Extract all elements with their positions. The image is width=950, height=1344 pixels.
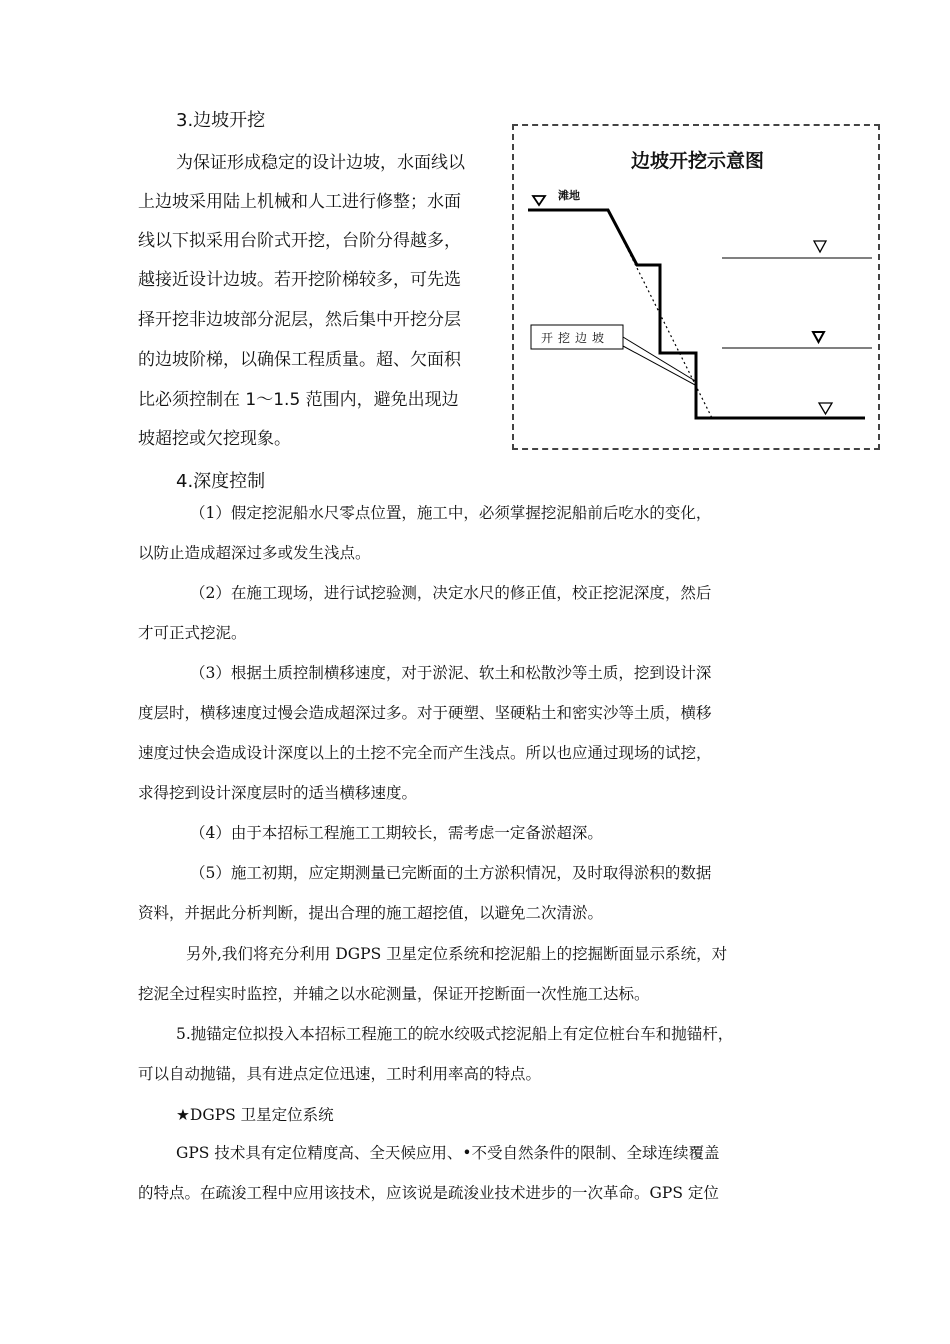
beach-label: 滩地: [558, 189, 580, 202]
section-4-line: 求得挖到设计深度层时的适当横移速度。: [138, 784, 418, 802]
section-4-line: 挖泥全过程实时监控，并辅之以水砣测量，保证开挖断面一次性施工达标。: [138, 985, 650, 1003]
section-3-line: 坡超挖或欠挖现象。: [138, 429, 291, 449]
section-3-heading: 3.边坡开挖: [176, 110, 266, 131]
section-4-line: 资料，并据此分析判断，提出合理的施工超挖值，以避免二次清淤。: [138, 904, 604, 922]
water-marker-icon: [814, 241, 826, 252]
section-3-line: 的边坡阶梯，以确保工程质量。超、欠面积: [138, 350, 461, 370]
water-marker-icon: [813, 332, 824, 342]
diagram-title: 边坡开挖示意图: [631, 150, 765, 172]
section-3-line: 比必须控制在 1～1.5 范围内，避免出现边: [138, 390, 459, 410]
section-4-line: （3）根据土质控制横移速度，对于淤泥、软土和松散沙等土质，挖到设计深: [190, 664, 712, 682]
section-5-line: 5.抛锚定位拟投入本招标工程施工的皖水绞吸式挖泥船上有定位桩台车和抛锚杆，: [176, 1025, 734, 1043]
section-4-line: （1）假定挖泥船水尺零点位置，施工中，必须掌握挖泥船前后吃水的变化，: [190, 504, 712, 522]
section-4-line: （4）由于本招标工程施工工期较长，需考虑一定备淤超深。: [190, 824, 603, 842]
section-3-line: 线以下拟采用台阶式开挖，台阶分得越多，: [138, 231, 461, 251]
section-3-line: 为保证形成稳定的设计边坡，水面线以: [176, 153, 465, 173]
slope-excavation-diagram: [512, 124, 880, 450]
dgps-line: GPS 技术具有定位精度高、全天候应用、•不受自然条件的限制、全球连续覆盖: [176, 1144, 720, 1162]
section-3-line: 越接近设计边坡。若开挖阶梯较多，可先选: [138, 270, 461, 290]
section-3-line: 择开挖非边坡部分泥层，然后集中开挖分层: [138, 310, 461, 330]
section-4-line: （2）在施工现场，进行试挖验测，决定水尺的修正值，校正挖泥深度，然后: [190, 584, 712, 602]
section-4-line: 才可正式挖泥。: [138, 624, 247, 642]
section-4-line: 以防止造成超深过多或发生浅点。: [138, 544, 371, 562]
section-4-line: （5）施工初期，应定期测量已完断面的土方淤积情况，及时取得淤积的数据: [190, 864, 712, 882]
dgps-heading: ★DGPS 卫星定位系统: [176, 1106, 334, 1124]
section-4-heading: 4.深度控制: [176, 471, 266, 492]
diagram-drawing: [514, 126, 878, 448]
beach-water-marker-icon: [533, 196, 545, 205]
section-4-line: 度层时，横移速度过慢会造成超深过多。对于硬塑、坚硬粘土和密实沙等土质，横移: [138, 704, 712, 722]
section-4-line: 另外,我们将充分利用 DGPS 卫星定位系统和挖泥船上的挖掘断面显示系统，对: [186, 945, 728, 963]
dgps-line: 的特点。在疏浚工程中应用该技术，应该说是疏浚业技术进步的一次革命。GPS 定位: [138, 1184, 719, 1202]
section-5-line: 可以自动抛锚，具有进点定位迅速，工时利用率高的特点。: [138, 1065, 542, 1083]
callout-label: 开挖边坡: [541, 331, 610, 345]
section-4-line: 速度过快会造成设计深度以上的土挖不完全而产生浅点。所以也应通过现场的试挖，: [138, 744, 712, 762]
section-3-line: 上边坡采用陆上机械和人工进行修整；水面: [138, 192, 461, 212]
water-marker-icon: [819, 403, 832, 414]
